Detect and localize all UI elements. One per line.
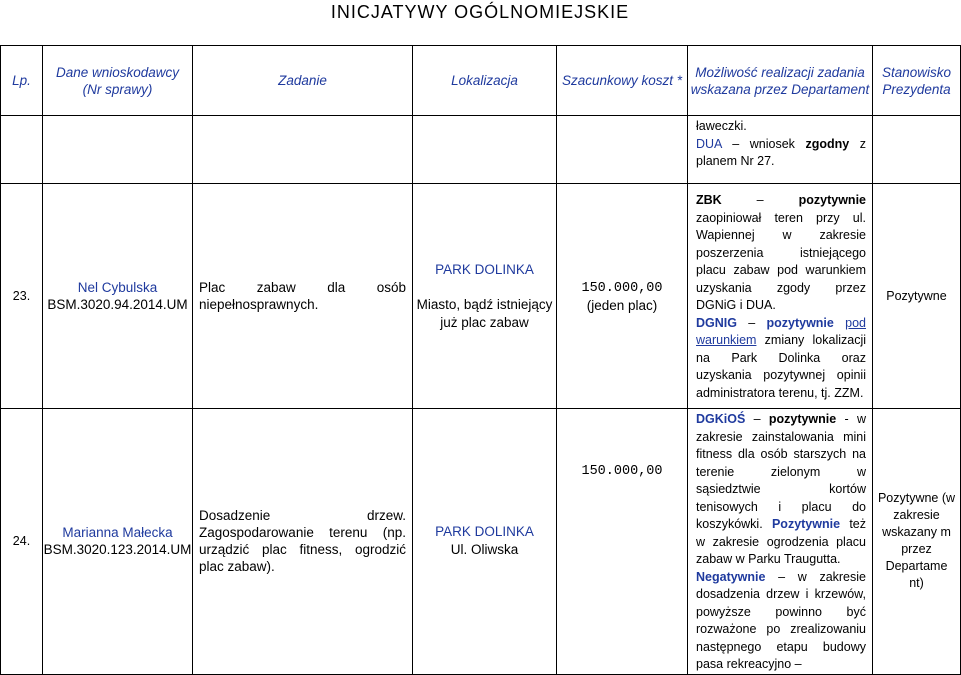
page-title: INICJATYWY OGÓLNOMIEJSKIE xyxy=(330,2,630,22)
feasibility-cell: ZBK – pozytywnie zaopiniował teren przy ul. Wapiennej w zakresie poszerzenia istniejącego placu zabaw pod warunkiem uzyskania zgody przez DGNiG i DUA. DGNIG – pozytywnie pod warunkiem zmiany lokalizacji na Park Dolinka oraz uzyskania pozytywnej opinii administratora terenu, tj. ZZM. xyxy=(688,184,873,409)
row-number: 23. xyxy=(1,184,43,409)
feasibility-cell: ławeczki. DUA – wniosek zgodny z planem Nr 27. xyxy=(688,116,873,184)
header-lp: Lp. xyxy=(1,46,43,116)
initiatives-table xyxy=(0,45,961,675)
header-location: Lokalizacja xyxy=(413,46,557,116)
row-number: 24. xyxy=(1,409,43,675)
feasibility-cell: DGKiOŚ – pozytywnie - w zakresie zainstalowania mini fitness dla osób starszych na terenie zielonym w sąsiedztwie kortów tenisowych i placu do koszykówki. Pozytywnie też w zakresie ogrodzenia placu zabaw w Parku Traugutta. Negatywnie – w zakresie dosadzenia drzew i krzewów, powyższe powinno być rozważone po zrealizowaniu następnego etapu budowy pasa rekreacyjno – xyxy=(688,409,873,675)
table-row xyxy=(1,184,961,409)
location-cell: PARK DOLINKA Ul. Oliwska xyxy=(413,409,557,675)
header-feasibility: Możliwość realizacji zadania wskazana przez Departament xyxy=(688,46,873,116)
header-applicant: Dane wnioskodawcy (Nr sprawy) xyxy=(43,46,193,116)
table-row-continuation xyxy=(1,116,961,184)
stance-cell: Pozytywne (w zakresie wskazany m przez Departame nt) xyxy=(873,409,961,675)
task-cell: Dosadzenie drzew. Zagospodarowanie terenu (np. urządzić plac fitness, ogrodzić plac zabaw). xyxy=(193,409,413,675)
stance-cell: Pozytywne xyxy=(873,184,961,409)
applicant-cell: Marianna Małecka BSM.3020.123.2014.UM xyxy=(43,409,193,675)
cost-cell: 150.000,00 (jeden plac) xyxy=(557,184,688,409)
task-cell: Plac zabaw dla osób niepełnosprawnych. xyxy=(193,184,413,409)
header-stance: Stanowisko Prezydenta xyxy=(873,46,961,116)
applicant-cell: Nel Cybulska BSM.3020.94.2014.UM xyxy=(43,184,193,409)
header-cost: Szacunkowy koszt * xyxy=(557,46,688,116)
header-row xyxy=(1,46,961,116)
table-row xyxy=(1,409,961,675)
header-task: Zadanie xyxy=(193,46,413,116)
cost-cell: 150.000,00 xyxy=(557,409,688,675)
location-cell: PARK DOLINKA Miasto, bądź istniejący już plac zabaw xyxy=(413,184,557,409)
